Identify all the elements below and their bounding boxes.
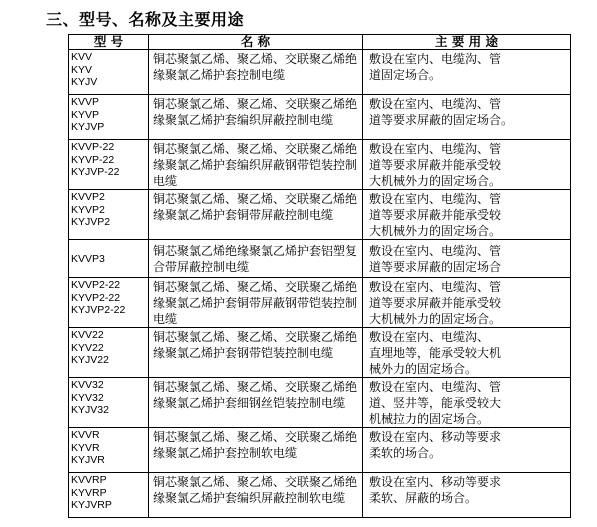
usage-line: 道、竖井等，能承受较大 [369, 396, 502, 410]
table-row [69, 278, 571, 328]
model-line: KYVR [71, 441, 100, 454]
model-cell [69, 50, 149, 95]
usage-line: 敷设在室内、电缆沟、管 [369, 380, 502, 394]
model-line: KYV22 [71, 341, 104, 354]
model-cell [69, 278, 149, 328]
cable-spec-table [68, 34, 571, 518]
table-row [69, 95, 571, 140]
model-line: KVV [71, 51, 93, 63]
usage-line: 柔软的场合。 [369, 446, 442, 460]
name-cell [149, 473, 363, 518]
name-line: 铜芯聚氯乙烯绝缘聚氯乙烯护套铝塑复 [153, 244, 358, 258]
model-cell [69, 140, 149, 190]
usage-cell [363, 190, 571, 240]
usage-line: 敷设在室内、电缆沟、管 [369, 142, 502, 156]
name-line: 铜芯聚氯乙烯、聚乙烯、交联聚乙烯绝 [153, 192, 358, 206]
name-cell [149, 378, 363, 428]
usage-line: 大机械外力的固定场合。 [369, 224, 502, 238]
header-model: 型 号 [69, 35, 149, 50]
usage-cell [363, 140, 571, 190]
model-line: KYJV22 [71, 354, 109, 367]
name-line: 合带屏蔽控制电缆 [153, 260, 250, 274]
model-cell [69, 240, 149, 278]
name-cell [149, 140, 363, 190]
model-cell [69, 473, 149, 518]
model-line: KVVRP [71, 474, 107, 486]
name-line: 电缆 [153, 312, 178, 326]
name-line: 缘聚氯乙烯护套钢带铠装控制电缆 [153, 346, 334, 360]
usage-line: 敷设在室内、移动等要求 [369, 430, 502, 444]
name-line: 铜芯聚氯乙烯、聚乙烯、交联聚乙烯绝 [153, 430, 358, 444]
name-cell [149, 190, 363, 240]
name-line: 铜芯聚氯乙烯、聚乙烯、交联聚乙烯绝 [153, 380, 358, 394]
usage-line: 大机械外力的固定场合。 [369, 174, 502, 188]
name-line: 缘聚氯乙烯护套铜带屏蔽控制电缆 [153, 208, 334, 222]
name-line: 铜芯聚氯乙烯、聚乙烯、交联聚乙烯绝 [153, 330, 358, 344]
usage-cell [363, 95, 571, 140]
name-cell [149, 50, 363, 95]
model-line: KYJV32 [71, 404, 109, 417]
usage-cell [363, 473, 571, 518]
model-cell [69, 95, 149, 140]
table-row [69, 473, 571, 518]
name-cell [149, 95, 363, 140]
name-cell [149, 278, 363, 328]
model-line: KVVP3 [71, 252, 105, 265]
model-line: KYVP [71, 108, 100, 121]
model-line: KYJVP [71, 121, 105, 134]
usage-cell [363, 328, 571, 378]
table-row [69, 428, 571, 473]
name-line: 缘聚氯乙烯护套铜带屏蔽钢带铠装控制 [153, 296, 358, 310]
name-line: 电缆 [153, 174, 178, 188]
header-name: 名 称 [149, 35, 363, 50]
name-line: 铜芯聚氯乙烯、聚乙烯、交联聚乙烯绝 [153, 52, 358, 66]
model-line: KVVP2 [71, 191, 105, 203]
usage-cell [363, 428, 571, 473]
header-usage: 主 要 用 途 [363, 35, 571, 50]
table-row [69, 50, 571, 95]
usage-cell [363, 240, 571, 278]
name-line: 铜芯聚氯乙烯、聚乙烯、交联聚乙烯绝 [153, 97, 358, 111]
name-line: 缘聚氯乙烯护套细钢丝铠装控制电缆 [153, 396, 346, 410]
model-line: KYV [71, 63, 93, 76]
model-line: KYVRP [71, 486, 107, 499]
table-row [69, 190, 571, 240]
usage-cell [363, 378, 571, 428]
model-line: KYJVP-22 [71, 166, 120, 179]
model-line: KVV32 [71, 379, 104, 391]
model-line: KYVP2 [71, 203, 105, 216]
table-row [69, 378, 571, 428]
model-line: KYVP-22 [71, 153, 115, 166]
name-line: 铜芯聚氯乙烯、聚乙烯、交联聚乙烯绝 [153, 142, 358, 156]
model-cell [69, 428, 149, 473]
model-line: KYVP2-22 [71, 291, 121, 304]
usage-line: 敷设在室内、电缆沟、管 [369, 244, 502, 258]
usage-line: 道等要求屏蔽的固定场合。 [369, 113, 514, 127]
name-line: 缘聚氯乙烯护套编织屏蔽控制电缆 [153, 113, 334, 127]
usage-line: 敷设在室内、电缆沟、管 [369, 192, 502, 206]
name-line: 铜芯聚氯乙烯、聚乙烯、交联聚乙烯绝 [153, 475, 358, 489]
usage-line: 道等要求屏蔽并能承受较 [369, 208, 502, 222]
usage-line: 柔软、屏蔽的场合。 [369, 491, 478, 505]
usage-line: 道等要求屏蔽并能承受较 [369, 158, 502, 172]
model-line: KVVP [71, 96, 100, 108]
model-cell [69, 328, 149, 378]
table-row [69, 328, 571, 378]
usage-cell [363, 50, 571, 95]
usage-line: 机械拉力的固定场合。 [369, 412, 490, 426]
model-line: KVVP-22 [71, 141, 115, 153]
model-cell [69, 378, 149, 428]
usage-line: 敷设在室内、移动等要求 [369, 475, 502, 489]
usage-line: 大机械外力的固定场合。 [369, 312, 502, 326]
model-line: KVVP2-22 [71, 279, 121, 291]
name-line: 缘聚氯乙烯护套控制电缆 [153, 68, 286, 82]
usage-line: 敷设在室内、电缆沟、管 [369, 280, 502, 294]
usage-line: 敷设在室内、电缆沟、 [369, 330, 490, 344]
name-cell [149, 240, 363, 278]
model-line: KYJVRP [71, 499, 112, 512]
name-line: 缘聚氯乙烯护套控制软电缆 [153, 446, 298, 460]
model-line: KYJVP2 [71, 216, 111, 229]
usage-line: 直埋地等，能承受较大机 [369, 346, 502, 360]
usage-line: 道等要求屏蔽的固定场合 [369, 260, 502, 274]
table-row [69, 140, 571, 190]
usage-line: 敷设在室内、电缆沟、管 [369, 52, 502, 66]
name-cell [149, 428, 363, 473]
model-cell [69, 190, 149, 240]
usage-line: 道等要求屏蔽并能承受较 [369, 296, 502, 310]
usage-line: 械外力的固定场合。 [369, 362, 478, 376]
name-line: 铜芯聚氯乙烯、聚乙烯、交联聚乙烯绝 [153, 280, 358, 294]
section-heading: 三、型号、名称及主要用途 [46, 10, 245, 29]
name-line: 缘聚氯乙烯护套编织屏蔽钢带铠装控制 [153, 158, 358, 172]
usage-cell [363, 278, 571, 328]
table-header-row [69, 35, 571, 50]
model-line: KYJV [71, 76, 98, 89]
model-line: KYV32 [71, 391, 104, 404]
model-line: KYJVP2-22 [71, 304, 126, 317]
name-line: 缘聚氯乙烯护套编织屏蔽控制软电缆 [153, 491, 346, 505]
table-row [69, 240, 571, 278]
usage-line: 敷设在室内、电缆沟、管 [369, 97, 502, 111]
usage-line: 道固定场合。 [369, 68, 442, 82]
model-line: KYJVR [71, 454, 105, 467]
name-cell [149, 328, 363, 378]
model-line: KVV22 [71, 329, 104, 341]
model-line: KVVR [71, 429, 100, 441]
